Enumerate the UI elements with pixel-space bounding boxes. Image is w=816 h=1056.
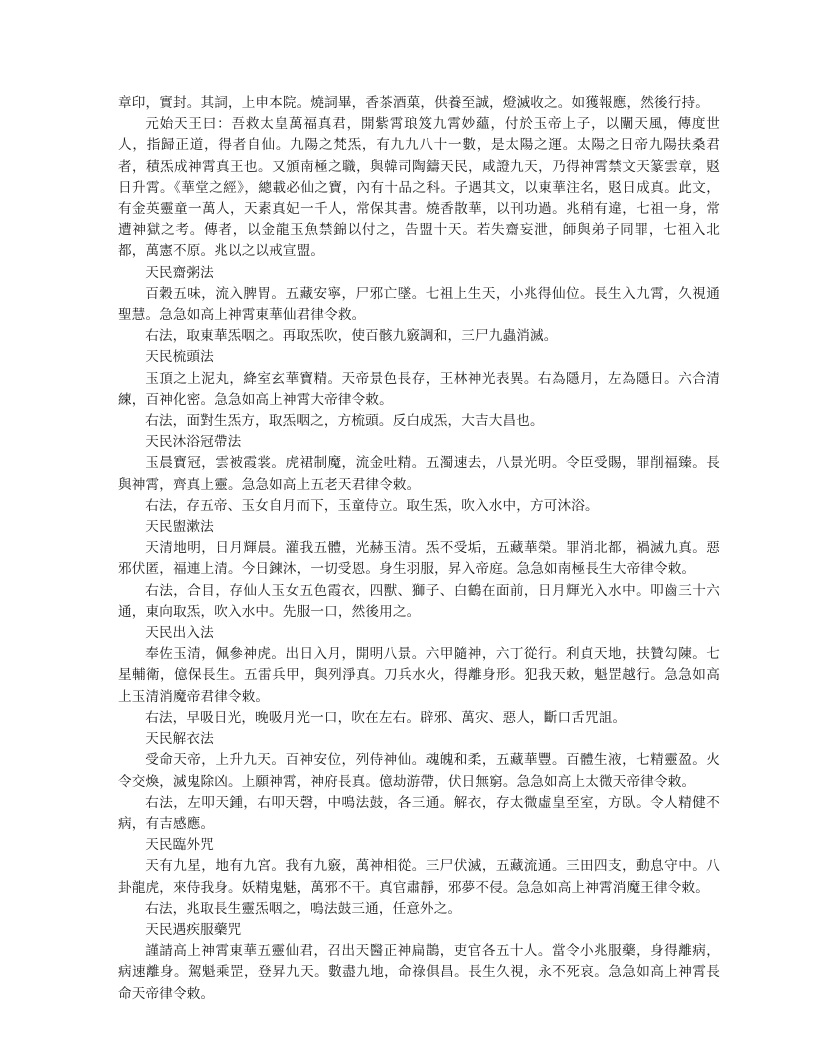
section-heading: 天民齋粥法 xyxy=(145,264,214,281)
instruction-paragraph: 右法，面對生炁方，取炁咽之，方梳頭。反白成炁，大吉大昌也。 xyxy=(145,413,544,430)
incantation-paragraph: 百穀五味，流入脾胃。五藏安寧，尸邪亡墜。七祖上生天，小兆得仙位。長生入九霄，久視通聖慧。急急如高上神霄東華仙君律令救。 xyxy=(118,285,720,324)
incantation-paragraph: 玉頂之上泥丸，絳室玄華寶精。天帝景色長存，王林神光表異。右為隱月，左為隱日。六合清練，百神化密。急急如高上神霄大帝律令敕。 xyxy=(118,370,720,408)
incantation-paragraph: 受命天帝，上升九天。百神安位，列侍神仙。魂魄和柔，五藏華豐。百體生液，七精靈盈。火令交煥，滅鬼除凶。上願神霄，神府長真。億劫游帶，伏日無窮。急急如高上太微天帝律令敕。 xyxy=(118,752,720,790)
section-jieyi xyxy=(118,729,720,835)
section-heading: 天民遇疾服藥咒 xyxy=(145,921,242,938)
incantation-paragraph: 謹請高上神霄東華五靈仙君，召出天醫正神扁鵲，吏官各五十人。當令小兆服藥，身得離病，病速離身。駕魁乘罡，登昇九天。數盡九地，命祿俱昌。長生久視，永不死哀。急急如高上神霄長命天帝律令敕。 xyxy=(118,943,720,1002)
section-churu xyxy=(118,623,720,729)
instruction-paragraph: 右法，早吸日光，晚吸月光一口，吹在左右。辟邪、萬灾、惡人，斷口舌咒詛。 xyxy=(145,709,627,726)
instruction-paragraph: 右法，取東華炁咽之。再取炁吹，使百骸九竅調和，三尸九蟲消滅。 xyxy=(145,328,558,345)
instruction-paragraph: 右法，存五帝、玉女自月而下，玉童侍立。取生炁，吹入水中，方可沐浴。 xyxy=(145,497,599,514)
section-linwai xyxy=(118,835,720,920)
section-heading: 天民解衣法 xyxy=(145,731,214,748)
incantation-paragraph: 天清地明，日月輝晨。灌我五體，光赫玉清。炁不受垢，五藏華榮。罪消北都，禍滅九真。惡邪伏匿，福連上清。今日鍊沐，一切受恩。身生羽服，昇入帝庭。急急如南極長生大帝律令敕。 xyxy=(118,540,720,578)
instruction-paragraph: 右法，兆取長生靈炁咽之，鳴法鼓三通，任意外之。 xyxy=(145,900,462,917)
incantation-paragraph: 天有九星，地有九宮。我有九竅，萬神相從。三尸伏滅，五藏流通。三田四支，動息守中。八卦龍虎，來侍我身。妖精鬼魅，萬邪不干。真官肅靜，邪夢不侵。急急如高上神霄消魔王律令敕。 xyxy=(118,858,720,896)
section-heading: 天民出入法 xyxy=(145,625,214,642)
instruction-paragraph: 右法，左叩天鍾，右叩天磬，中鳴法鼓，各三通。解衣，存太微虛皇至室，方臥。令人精健不病，有吉感應。 xyxy=(118,794,720,832)
section-heading: 天民臨外咒 xyxy=(145,837,214,854)
section-fuyao xyxy=(118,920,720,1005)
section-shutou xyxy=(118,347,720,432)
document-page xyxy=(118,93,720,1005)
incantation-paragraph: 奉佐玉清，佩參神虎。出日入月，開明八景。六甲隨神，六丁從行。利貞天地，扶贊勾陳。七星輔衛，億保長生。五雷兵甲，與列淨真。刀兵水火，得離身形。犯我天敕，魁罡越行。急急如高上玉清消魔帝君律令敕。 xyxy=(118,646,720,705)
opening-paragraph: 章印，實封。其詞，上申本院。燒詞畢，香茶酒菓，供養至誠，燈滅收之。如獲報應，然後行持。 xyxy=(118,95,709,111)
section-heading: 天民沐浴冠帶法 xyxy=(145,434,242,451)
section-heading: 天民梳頭法 xyxy=(145,349,214,366)
section-zhaizhou xyxy=(118,263,720,348)
intro-paragraph: 元始天王曰：吾救太皇萬福真君，開紫霄琅笈九霄妙蘊，付於玉帝上子，以闡天風，傳度世人，指歸正道，得者自仙。九陽之梵炁，有九九八十一數，是太陽之運。太陽之日帝九陽扶桑君者，積炁成神霄真王也。又頒南極之職，與韓司陶鑄天民，咸證九天，乃得神霄禁文天篆雲章，覐日升霄。《華堂之經》，總載必仙之寶，內有十品之科。子遇其文，以東華注名，覐日成真。此文，有金英靈童一萬人，天素真妃一千人，常保其書。燒香散華，以刊功過。兆稍有違，七祖一身，常遭神獄之考。傳者，以金龍玉魚禁錦以付之，告盟十天。若失齋妄泄，師與弟子同罪，七祖入北都，萬憲不原。兆以之以戒宣盟。 xyxy=(118,116,720,260)
section-heading: 天民盥漱法 xyxy=(145,519,214,536)
section-muyu xyxy=(118,432,720,517)
section-guanshu xyxy=(118,517,720,623)
incantation-paragraph: 玉晨寶冠，雲被霞裳。虎裙制魔，流金吐精。五濁速去，八景光明。令臣受賜，罪削福臻。長與神霄，齊真上靈。急急如高上五老天君律令敕。 xyxy=(118,455,720,493)
instruction-paragraph: 右法，合目，存仙人玉女五色霞衣，四獸、獅子、白鶴在面前，日月輝光入水中。叩齒三十六通，東向取炁，吹入水中。先服一口，然後用之。 xyxy=(118,582,720,620)
